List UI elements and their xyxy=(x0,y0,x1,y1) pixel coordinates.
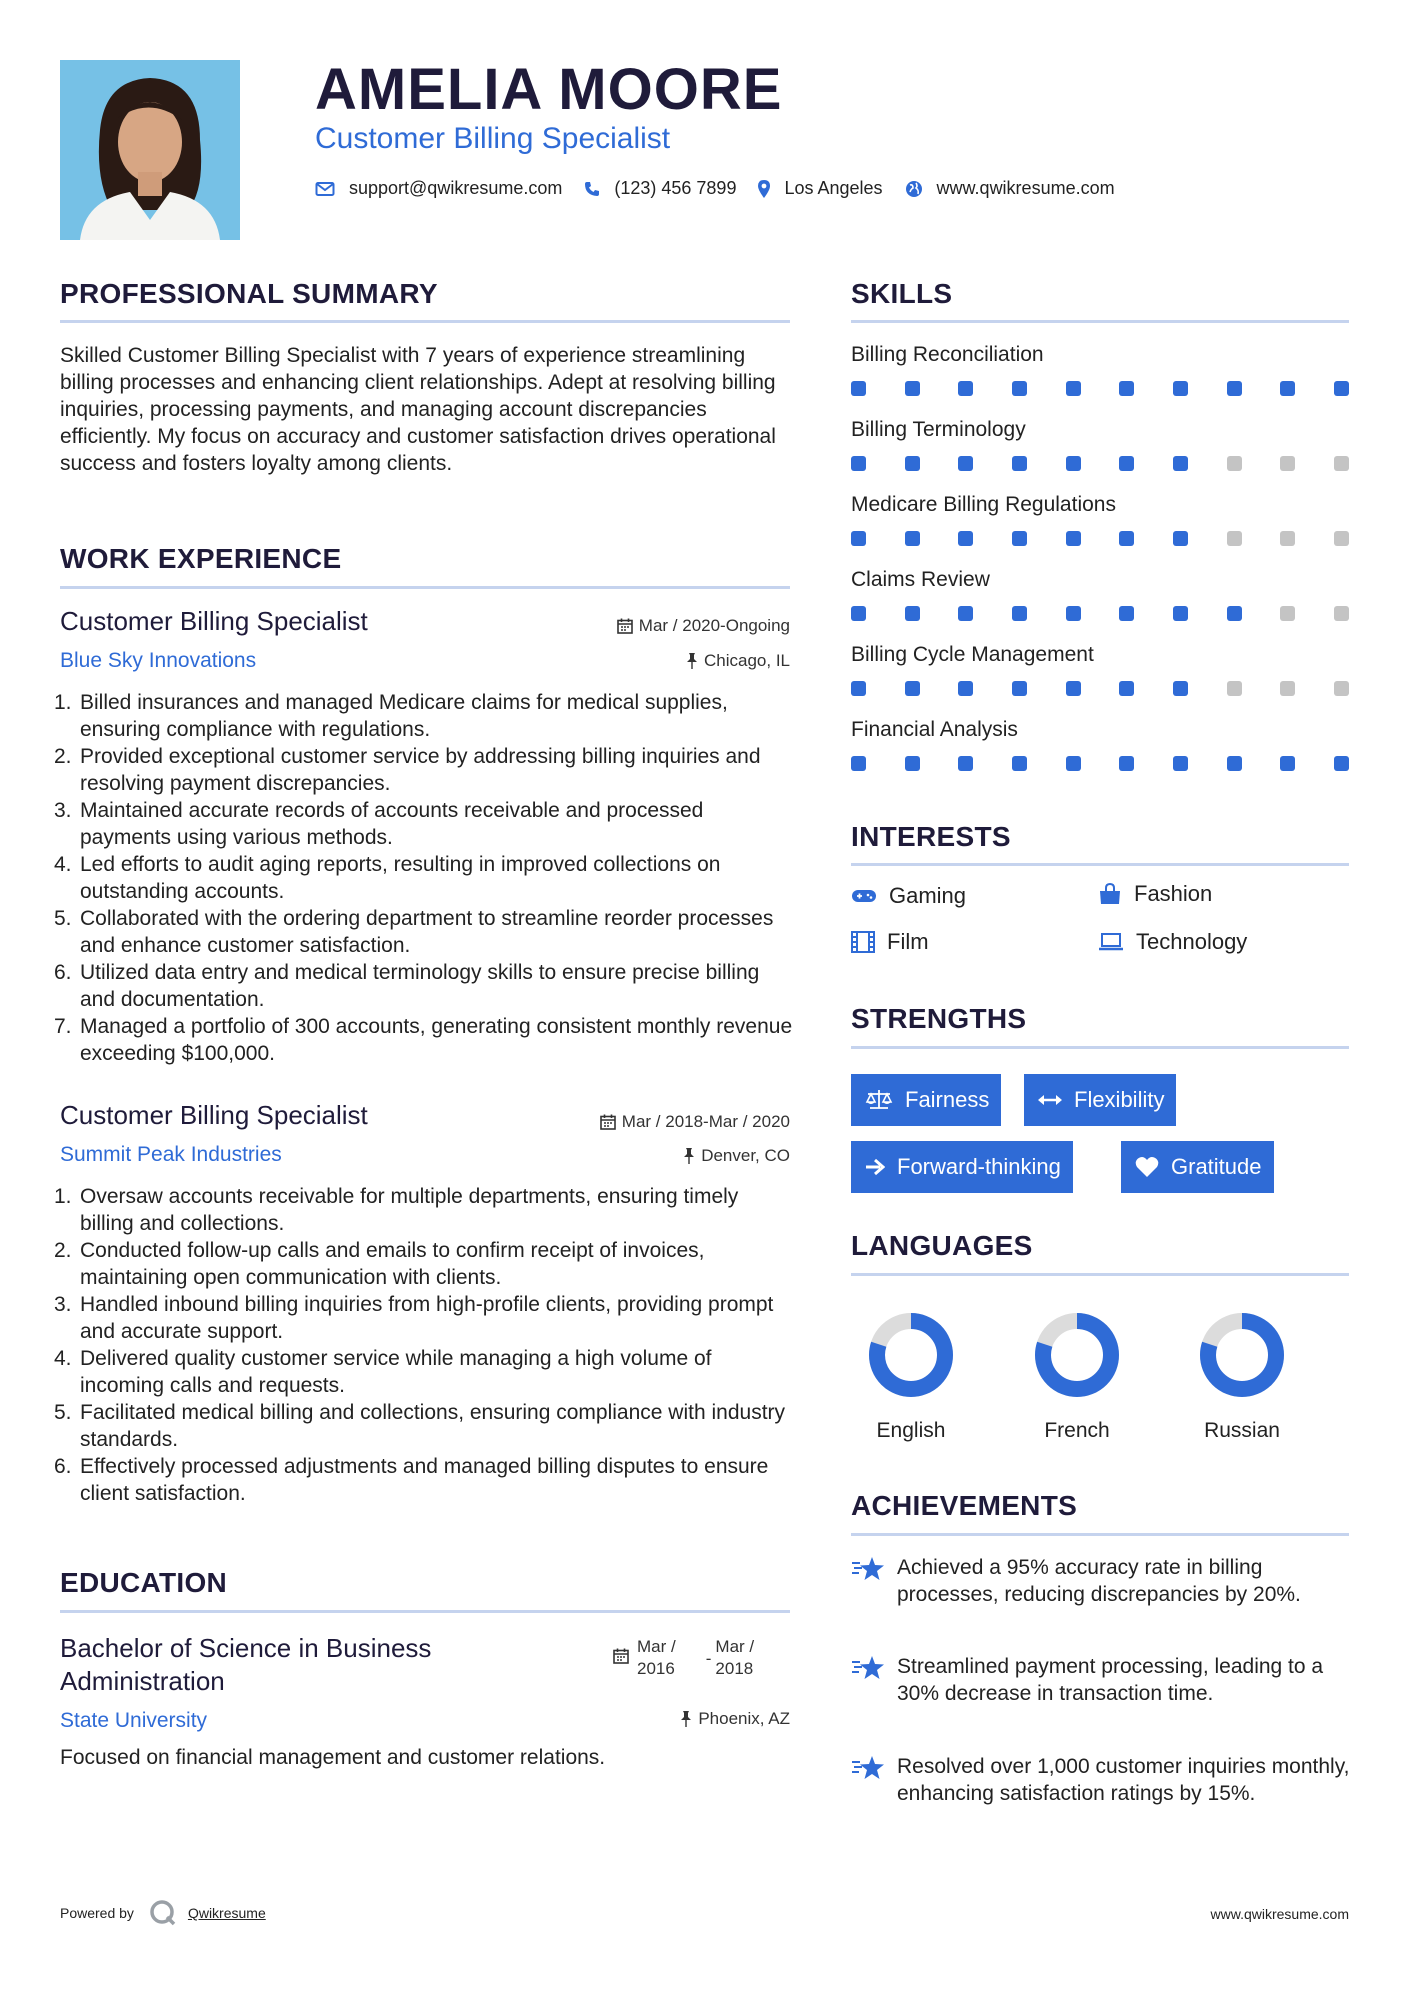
skill-name: Medicare Billing Regulations xyxy=(851,493,1116,516)
experience-section xyxy=(60,543,341,575)
education-heading: EDUCATION xyxy=(60,1567,228,1598)
contact-email[interactable] xyxy=(315,178,562,199)
language-donut xyxy=(1027,1305,1127,1405)
skill-name: Claims Review xyxy=(851,568,990,591)
skill-dot-filled xyxy=(905,381,920,396)
summary-heading: PROFESSIONAL SUMMARY xyxy=(60,278,438,309)
list-item: 3. Handled inbound billing inquiries from high-profile clients, providing prompt and accurate support. xyxy=(54,1293,774,1343)
education-dates: Mar / 2016 - Mar / 2018 xyxy=(613,1636,754,1680)
skill-dot-empty xyxy=(1280,681,1295,696)
skill-dot-filled xyxy=(1173,381,1188,396)
contact-phone[interactable] xyxy=(584,178,736,199)
achievement-text: Achieved a 95% accuracy rate in billing processes, reducing discrepancies by 20%. xyxy=(897,1556,1301,1606)
degree-title xyxy=(60,1632,431,1698)
interests-divider xyxy=(851,863,1349,866)
skill-dot-filled xyxy=(851,531,866,546)
skill-dot-filled xyxy=(1119,381,1134,396)
skill-dot-filled xyxy=(958,456,973,471)
job-dates xyxy=(617,616,790,636)
skill-name: Billing Reconciliation xyxy=(851,343,1044,366)
skill-dot-filled xyxy=(851,606,866,621)
list-item: 3. Maintained accurate records of accounts receivable and processed payments using various methods. xyxy=(54,799,704,849)
interests-heading: INTERESTS xyxy=(851,821,1011,852)
skill-dot-filled xyxy=(1280,756,1295,771)
skill-dot-filled xyxy=(1334,381,1349,396)
list-item: 7. Managed a portfolio of 300 accounts, generating consistent monthly revenue exceeding $100,000. xyxy=(54,1015,793,1065)
qwikresume-logo-icon xyxy=(148,1898,178,1928)
interest-item xyxy=(851,883,966,909)
education-description: Focused on financial management and customer relations. xyxy=(60,1746,606,1769)
powered-by-text: Powered by xyxy=(60,1905,134,1921)
skill-dot-filled xyxy=(1173,531,1188,546)
strength-label: Fairness xyxy=(905,1087,990,1112)
list-item: 6. Utilized data entry and medical terminology skills to ensure precise billing and documentation. xyxy=(54,961,760,1011)
language-label: French xyxy=(1044,1419,1110,1442)
strengths-divider xyxy=(851,1046,1349,1049)
interest-item xyxy=(1098,881,1212,907)
skill-dot-empty xyxy=(1334,681,1349,696)
skill-dot-filled xyxy=(1173,456,1188,471)
star-icon xyxy=(851,1556,885,1582)
job-title: Customer Billing Specialist xyxy=(60,1100,368,1130)
skill-name: Financial Analysis xyxy=(851,718,1018,741)
skill-dot-empty xyxy=(1227,681,1242,696)
languages-divider xyxy=(851,1273,1349,1276)
skill-dot-filled xyxy=(1173,756,1188,771)
list-item: 4. Delivered quality customer service while managing a high volume of incoming calls and requests. xyxy=(54,1347,712,1397)
strength-label: Forward-thinking xyxy=(897,1154,1061,1179)
strengths-section xyxy=(851,1003,1026,1035)
language-donut xyxy=(1192,1305,1292,1405)
strengths-heading: STRENGTHS xyxy=(851,1003,1027,1034)
pin-icon xyxy=(686,653,698,669)
laptop-icon xyxy=(1098,932,1124,952)
skill-dot-filled xyxy=(1066,606,1081,621)
language-donut xyxy=(861,1305,961,1405)
interests-section xyxy=(851,821,1011,853)
achievement-item xyxy=(851,1653,1351,1707)
candidate-role: Customer Billing Specialist xyxy=(315,122,671,155)
achievement-text: Streamlined payment processing, leading to a 30% decrease in transaction time. xyxy=(897,1655,1324,1705)
globe-icon xyxy=(905,180,923,198)
skill-dot-filled xyxy=(1119,456,1134,471)
phone-icon xyxy=(584,181,600,197)
skills-divider xyxy=(851,320,1349,323)
skill-name: Billing Cycle Management xyxy=(851,643,1094,666)
achievement-item xyxy=(851,1554,1351,1608)
skill-dot-filled xyxy=(958,756,973,771)
strength-tag xyxy=(1121,1141,1274,1193)
list-item: 1. Billed insurances and managed Medicare claims for medical supplies, ensuring compliance with regulations. xyxy=(54,691,728,741)
education-location xyxy=(680,1709,790,1729)
job-dates-text: Mar / 2018-Mar / 2020 xyxy=(621,1112,790,1131)
list-item: 4. Led efforts to audit aging reports, resulting in improved collections on outstanding accounts. xyxy=(54,853,721,903)
pin-icon xyxy=(680,1711,692,1727)
list-item: 5. Collaborated with the ordering department to streamline reorder processes and enhance customer satisfaction. xyxy=(54,907,774,957)
experience-divider xyxy=(60,586,790,589)
education-location-text: Phoenix, AZ xyxy=(698,1709,790,1728)
skill-dot-filled xyxy=(1280,381,1295,396)
heart-icon xyxy=(1135,1156,1159,1178)
skill-dot-empty xyxy=(1334,456,1349,471)
job-location-text: Chicago, IL xyxy=(704,651,790,670)
arrow-right-icon xyxy=(865,1158,885,1176)
job-duties-list xyxy=(54,1183,795,1507)
experience-heading: WORK EXPERIENCE xyxy=(60,543,342,574)
job-title: Customer Billing Specialist xyxy=(60,606,368,636)
skills-section xyxy=(851,278,952,310)
skill-dot-filled xyxy=(1012,606,1027,621)
balance-scale-icon xyxy=(865,1089,893,1111)
film-icon xyxy=(851,931,875,953)
job-location xyxy=(683,1146,790,1166)
skill-dot-filled xyxy=(1066,381,1081,396)
skill-dot-empty xyxy=(1280,456,1295,471)
skill-dot-filled xyxy=(1119,681,1134,696)
skills-heading: SKILLS xyxy=(851,278,953,309)
skill-dot-empty xyxy=(1280,606,1295,621)
skill-dot-filled xyxy=(958,606,973,621)
achievements-section xyxy=(851,1490,1077,1522)
interest-label: Gaming xyxy=(889,883,967,908)
contact-row xyxy=(315,178,1137,199)
skill-dot-filled xyxy=(1119,606,1134,621)
education-start: Mar / 2016 xyxy=(637,1637,676,1678)
languages-heading: LANGUAGES xyxy=(851,1230,1033,1261)
summary-text: Skilled Customer Billing Specialist with 7 years of experience streamlining billing processes and enhancing client relationships. Adept at resolving billing inquiries, processing payments, and managing account discrepancies efficiently. My focus on accuracy and customer satisfaction drives operational success and fosters loyalty among clients. xyxy=(60,344,776,475)
star-icon xyxy=(851,1655,885,1681)
education-section xyxy=(60,1567,227,1599)
skill-dot-filled xyxy=(1119,756,1134,771)
envelope-icon xyxy=(315,181,335,197)
skill-rating xyxy=(851,756,1349,772)
list-item: 2. Conducted follow-up calls and emails to confirm receipt of invoices, maintaining open communication with clients. xyxy=(54,1239,705,1289)
email-text: support@qwikresume.com xyxy=(349,178,563,198)
strength-tag xyxy=(851,1074,1001,1126)
language-label: Russian xyxy=(1204,1419,1280,1442)
job-company: Blue Sky Innovations xyxy=(60,649,257,672)
profile-photo xyxy=(60,60,240,240)
skill-rating xyxy=(851,531,1349,547)
language-label: English xyxy=(876,1419,946,1442)
skill-rating xyxy=(851,456,1349,472)
star-icon xyxy=(851,1755,885,1781)
strength-label: Flexibility xyxy=(1074,1087,1165,1112)
skill-dot-empty xyxy=(1334,531,1349,546)
skill-rating xyxy=(851,381,1349,397)
phone-text: (123) 456 7899 xyxy=(614,178,737,198)
job-location-text: Denver, CO xyxy=(701,1146,790,1165)
website-text: www.qwikresume.com xyxy=(936,178,1115,198)
calendar-icon xyxy=(617,618,633,634)
skill-dot-filled xyxy=(1173,606,1188,621)
interest-label: Fashion xyxy=(1134,881,1213,906)
job-location xyxy=(686,651,790,671)
calendar-icon xyxy=(613,1648,629,1664)
skill-name: Billing Terminology xyxy=(851,418,1026,441)
skill-dot-filled xyxy=(958,531,973,546)
skill-dot-filled xyxy=(1173,681,1188,696)
achievement-item xyxy=(851,1753,1351,1807)
interest-item xyxy=(1098,929,1247,955)
summary-divider xyxy=(60,320,790,323)
skill-dot-filled xyxy=(905,756,920,771)
skill-dot-filled xyxy=(851,456,866,471)
skill-dot-filled xyxy=(1227,606,1242,621)
skill-dot-filled xyxy=(1066,756,1081,771)
gamepad-icon xyxy=(851,888,877,904)
achievements-heading: ACHIEVEMENTS xyxy=(851,1490,1078,1521)
job-dates xyxy=(600,1112,790,1132)
achievement-text: Resolved over 1,000 customer inquiries monthly, enhancing satisfaction ratings by 15%. xyxy=(897,1755,1350,1805)
skill-dot-filled xyxy=(1012,756,1027,771)
footer-branding xyxy=(60,1898,266,1928)
interest-label: Technology xyxy=(1136,929,1248,954)
achievements-divider xyxy=(851,1533,1349,1536)
skill-dot-filled xyxy=(1227,381,1242,396)
job-company: Summit Peak Industries xyxy=(60,1143,282,1166)
footer-website[interactable]: www.qwikresume.com xyxy=(1210,1906,1349,1922)
strength-tag xyxy=(1024,1074,1176,1126)
skill-dot-empty xyxy=(1334,606,1349,621)
skill-dot-filled xyxy=(851,381,866,396)
skill-dot-empty xyxy=(1227,456,1242,471)
education-end: Mar / 2018 xyxy=(715,1637,755,1678)
degree-line: Bachelor of Science in Business xyxy=(60,1633,432,1663)
map-marker-icon xyxy=(758,180,770,198)
skill-dot-filled xyxy=(905,456,920,471)
skill-dot-empty xyxy=(1227,531,1242,546)
skill-dot-empty xyxy=(1280,531,1295,546)
skill-dot-filled xyxy=(851,681,866,696)
skill-dot-filled xyxy=(1012,681,1027,696)
skill-dot-filled xyxy=(1012,531,1027,546)
list-item: 2. Provided exceptional customer service by addressing billing inquiries and resolving payment discrepancies. xyxy=(54,745,761,795)
skill-dot-filled xyxy=(1066,531,1081,546)
skill-dot-filled xyxy=(958,381,973,396)
skill-dot-filled xyxy=(958,681,973,696)
languages-section xyxy=(851,1230,1033,1262)
skill-dot-filled xyxy=(905,531,920,546)
pin-icon xyxy=(683,1148,695,1164)
education-divider xyxy=(60,1610,790,1613)
skill-dot-filled xyxy=(905,681,920,696)
skill-dot-filled xyxy=(1119,531,1134,546)
contact-location xyxy=(758,178,882,199)
skill-dot-filled xyxy=(1066,681,1081,696)
interest-label: Film xyxy=(887,929,929,954)
skill-dot-filled xyxy=(905,606,920,621)
job-dates-text: Mar / 2020-Ongoing xyxy=(638,616,790,635)
shopping-bag-icon xyxy=(1098,883,1122,905)
strength-tag xyxy=(851,1141,1073,1193)
skill-dot-filled xyxy=(1334,756,1349,771)
calendar-icon xyxy=(600,1114,616,1130)
candidate-name: AMELIA MOORE xyxy=(315,57,783,122)
skill-dot-filled xyxy=(1012,381,1027,396)
arrows-horizontal-icon xyxy=(1038,1093,1062,1107)
skill-rating xyxy=(851,606,1349,622)
list-item: 6. Effectively processed adjustments and managed billing disputes to ensure client satisfaction. xyxy=(54,1455,769,1505)
list-item: 1. Oversaw accounts receivable for multiple departments, ensuring timely billing and collections. xyxy=(54,1185,739,1235)
skill-dot-filled xyxy=(1012,456,1027,471)
interest-item xyxy=(851,929,929,955)
contact-website[interactable] xyxy=(905,178,1115,199)
summary-section xyxy=(60,278,438,310)
degree-line: Administration xyxy=(60,1666,225,1696)
job-duties-list xyxy=(54,689,795,1067)
skill-dot-filled xyxy=(1227,756,1242,771)
skill-dot-filled xyxy=(851,756,866,771)
school-name: State University xyxy=(60,1709,208,1732)
strength-label: Gratitude xyxy=(1171,1154,1262,1179)
list-item: 5. Facilitated medical billing and collections, ensuring compliance with industry standards. xyxy=(54,1401,786,1451)
skill-rating xyxy=(851,681,1349,697)
location-text: Los Angeles xyxy=(784,178,883,198)
skill-dot-filled xyxy=(1066,456,1081,471)
brand-link[interactable]: Qwikresume xyxy=(187,1905,266,1921)
